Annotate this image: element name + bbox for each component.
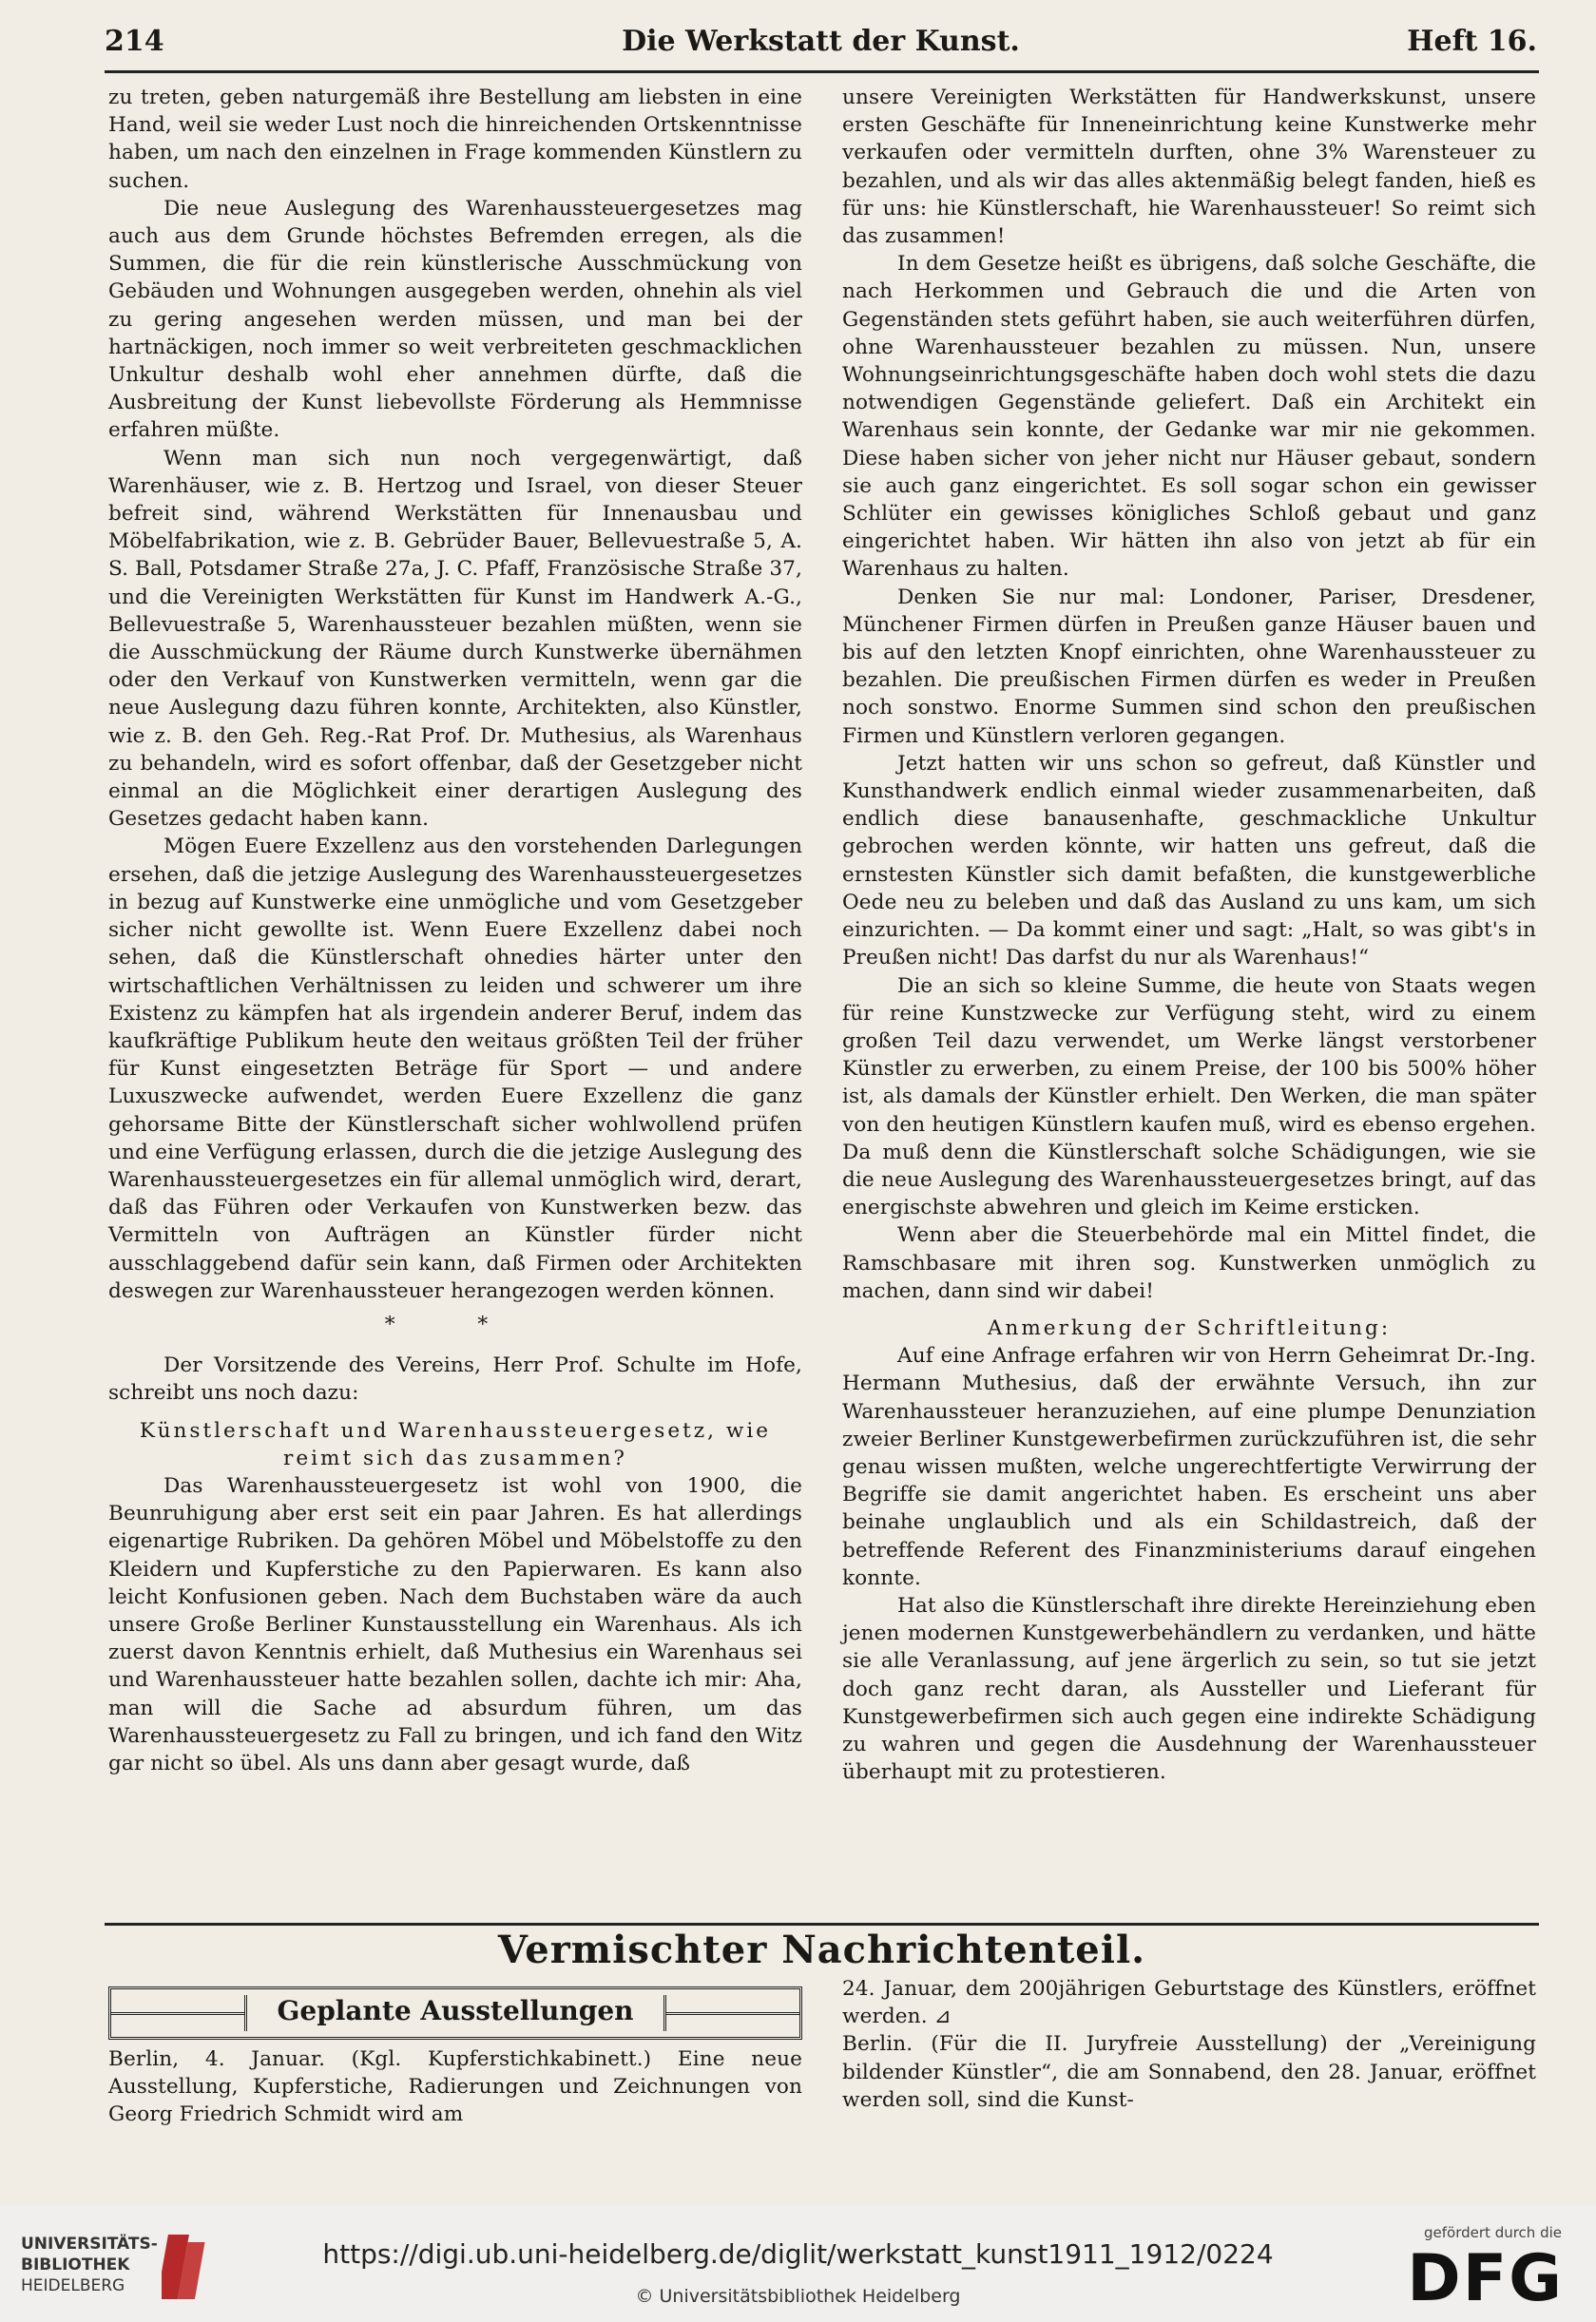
- box-bar-left: [111, 2012, 244, 2015]
- left-paragraph: Die neue Auslegung des Warenhaussteuergesetzes mag auch aus dem Grunde höchstes Befremden erregen, als die Summen, die für die rein künstlerische Ausschmückung von Gebäuden und Wohnungen ausgegeben werden, ohnehin als viel zu gering angesehen werden müssen, und man bei der hartnäckigen, noch immer so weit verbreiteten geschmacklichen Unkultur deshalb wohl eher annehmen dürfte, daß die Ausbreitung der Kunst liebevollste Förderung als Hemmnisse erfahren müßte.: [108, 196, 802, 443]
- funding-label: gefördert durch die: [1424, 2224, 1562, 2241]
- left-paragraph: Der Vorsitzende des Vereins, Herr Prof. Schulte im Hofe, schreibt uns noch dazu:: [108, 1353, 802, 1406]
- section-title: Vermischter Nachrichtenteil.: [497, 1928, 1146, 1972]
- right-paragraph: Wenn aber die Steuerbehörde mal ein Mittel findet, die Ramschbasare mit ihren sog. Kunstwerken unmöglich zu machen, dann sind wir dabei!: [842, 1223, 1536, 1303]
- bottom-right-paragraph: 24. Januar, dem 200jährigen Geburtstage des Künstlers, eröffnet werden. ⊿: [842, 1977, 1536, 2029]
- library-name-line1: UNIVERSITÄTS-: [21, 2235, 158, 2254]
- right-paragraph: Die an sich so kleine Summe, die heute von Staats wegen für reine Kunstzwecke zur Verfügung steht, wird zu einem großen Teil dazu verwendet, um Werke längst verstorbener Künstler zu erwerben, zu einem Preise, der 100 bis 500% höher ist, als damals der Künstler erhielt. Den Werken, die man später von den heutigen Künstlern kaufen muß, wird es ebenso ergehen. Da muß denn die Künstlerschaft solche Schädigungen, wie sie die neue Auslegung des Warenhaussteuergesetzes bringt, auf das energischste abwehren und gleich im Keime ersticken.: [842, 973, 1536, 1220]
- library-name-line3: HEIDELBERG: [21, 2276, 125, 2295]
- right-column: [842, 84, 1536, 1786]
- box-bar-right: [666, 2012, 799, 2015]
- right-paragraph: Hat also die Künstlerschaft ihre direkte Hereinziehung eben jenen modernen Kunstgewerbehändlern zu verdanken, und hätte sie alle Veranlassung, auf jene ärgerlich zu sein, so tut sie jetzt doch ganz recht daran, als Aussteller und Lieferant für Kunstgewerbefirmen sich auch gegen eine indirekte Schädigung zu wahren und gegen die Ausdehnung der Warenhaussteuer überhaupt mit zu protestieren.: [842, 1593, 1536, 1785]
- left-paragraph: Das Warenhaussteuergesetz ist wohl von 1900, die Beunruhigung aber erst seit ein paar Jahren. Es hat allerdings eigenartige Rubriken. Da gehören Möbel und Möbelstoffe zu den Kleidern und Kupferstiche zu den Papierwaren. Es kann also leicht Konfusionen geben. Nach dem Buchstaben wäre da auch unsere Große Berliner Kunstausstellung ein Warenhaus. Als ich zuerst davon Kenntnis erhielt, daß Muthesius ein Warenhaus sei und Warenhaussteuer hatte bezahlen sollen, dachte ich mir: Aha, man will die Sache ad absurdum führen, um das Warenhaussteuergesetz zu Fall zu bringen, und ich fand den Witz gar nicht so übel. Als uns dann aber gesagt wurde, daß: [108, 1473, 802, 1775]
- right-paragraph: Auf eine Anfrage erfahren wir von Herrn Geheimrat Dr.-Ing. Hermann Muthesius, daß der erwähnte Versuch, ihn zur Warenhaussteuer heranzuziehen, auf eine plumpe Denunziation zweier Berliner Kunstgewerbefirmen zurückzuführen ist, die sehr genau wissen mußten, welche ungerechtfertigte Verwirrung der Begriffe sie damit angerichtet haben. Es erscheint uns aber beinahe unglaublich und als ein Schildastreich, daß der betreffende Referent des Finanzministeriums darauf eingehen konnte.: [842, 1344, 1536, 1590]
- running-header: [105, 25, 1537, 67]
- section-rule: [105, 1923, 1539, 1926]
- dfg-logo: DFG: [1407, 2241, 1564, 2316]
- bottom-left-column: [108, 2045, 802, 2129]
- page-number: 214: [105, 25, 164, 58]
- right-paragraph: unsere Vereinigten Werkstätten für Handwerkskunst, unsere ersten Geschäfte für Inneneinrichtung keine Kunstwerke mehr verkaufen oder vermitteln durften, ohne 3% Warensteuer zu bezahlen, und als wir das alles aktenmäßig belegt fanden, hieß es für uns: hie Künstlerschaft, hie Warenhaussteuer! So reimt sich das zusammen!: [842, 86, 1536, 249]
- bottom-right-paragraph: Berlin. (Für die II. Juryfreie Ausstellung) der „Vereinigung bildender Künstler“, die am Sonnabend, den 28. Januar, eröffnet werden soll, sind die Kunst-: [842, 2032, 1536, 2112]
- bottom-left-paragraph: Berlin, 4. Januar. (Kgl. Kupferstichkabinett.) Eine neue Ausstellung, Kupferstiche, Radierungen und Zeichnungen von Georg Friedrich Schmidt wird am: [108, 2047, 802, 2127]
- journal-title: Die Werkstatt der Kunst.: [622, 25, 1020, 58]
- bottom-right-column: [842, 1975, 1536, 2114]
- boxed-heading: [108, 1986, 802, 2040]
- left-paragraph: * *: [384, 1312, 527, 1336]
- left-paragraph: zu treten, geben naturgemäß ihre Bestellung am liebsten in eine Hand, weil sie weder Lust noch die hinreichenden Ortskenntnisse haben, um nach den einzelnen in Frage kommenden Künstlern zu suchen.: [108, 86, 802, 193]
- left-column: [108, 84, 802, 1777]
- copyright-notice: © Universitätsbibliothek Heidelberg: [635, 2286, 961, 2307]
- right-paragraph: In dem Gesetze heißt es übrigens, daß solche Geschäfte, die nach Herkommen und Gebrauch die und die Arten von Gegenständen stets geführt haben, sie auch weiterführen dürfen, ohne Warenhaussteuer bezahlen zu müssen. Nun, unsere Wohnungseinrichtungsgeschäfte haben doch wohl stets die dazu notwendigen Gegenstände geliefert. Daß ein Architekt ein Warenhaus sein konnte, der Gedanke war mir nie gekommen. Diese haben sicher von jeher nicht nur Häuser gebaut, sondern sie auch ganz eingerichtet. Es soll sogar schon ein gewisser Schlüter ein gewisses königliches Schloß gebaut und ganz eingerichtet haben. Wir hätten ihn also von jetzt ab für ein Warenhaus zu halten.: [842, 252, 1536, 582]
- left-paragraph: Wenn man sich nun noch vergegenwärtigt, daß Warenhäuser, wie z. B. Hertzog und Israel, von dieser Steuer befreit sind, während Werkstätten für Innenausbau und Möbelfabrikation, wie z. B. Gebrüder Bauer, Bellevuestraße 5, A. S. Ball, Potsdamer Straße 27a, J. C. Pfaff, Französische Straße 37, und die Vereinigten Werkstätten für Kunst im Handwerk A.-G., Bellevuestraße 5, Warenhaussteuer bezahlen müßten, wenn sie die Ausschmückung der Räume durch Kunstwerke übernähmen oder den Verkauf von Kunstwerken vermitteln, wenn gar die neue Auslegung dazu führen konnte, Architekten, also Künstler, wie z. B. den Geh. Reg.-Rat Prof. Dr. Muthesius, als Warenhaus zu behandeln, wird es sofort offenbar, daß der Gesetzgeber nicht einmal an die Möglichkeit einer derartigen Auslegung des Gesetzes gedacht haben kann.: [108, 446, 802, 832]
- left-paragraph: Künstlerschaft und Warenhaussteuergesetz, wie reimt sich das zusammen?: [139, 1418, 772, 1470]
- right-paragraph: Anmerkung der Schriftleitung:: [987, 1315, 1392, 1340]
- library-name-line2: BIBLIOTHEK: [21, 2255, 130, 2274]
- header-rule: [105, 70, 1539, 73]
- box-heading-text: Geplante Ausstellungen: [244, 1995, 666, 2031]
- left-paragraph: Mögen Euere Exzellenz aus den vorstehenden Darlegungen ersehen, daß die jetzige Auslegung des Warenhaussteuergesetzes in bezug auf Kunstwerke eine unmögliche und vom Gesetzgeber sicher nicht gewollte ist. Wenn Euere Exzellenz dabei noch sehen, daß die Künstlerschaft ohnedies härter unter den wirtschaftlichen Verhältnissen zu leiden und schwerer um ihre Existenz zu kämpfen hat als irgendein anderer Beruf, indem das kaufkräftige Publikum heute den weitaus größten Teil der früher für Kunst eingesetzten Beträge für Sport — und andere Luxuszwecke aufwendet, werden Euere Exzellenz die ganz gehorsame Bitte der Künstlerschaft sicher wohlwollend prüfen und eine Verfügung erlassen, durch die die jetzige Auslegung des Warenhaussteuergesetzes ein für allemal unmöglich wird, derart, daß das Führen oder Verkaufen von Kunstwerken bezw. das Vermitteln von Aufträgen an Künstler fürder nicht ausschlaggebend dafür sein kann, daß Firmen oder Architekten deswegen zur Warenhaussteuer herangezogen werden können.: [108, 835, 802, 1303]
- right-paragraph: Jetzt hatten wir uns schon so gefreut, daß Künstler und Kunsthandwerk endlich einmal wieder zusammenarbeiten, daß endlich diese banausenhafte, geschmackliche Unkultur gebrochen werden könnte, wir hatten uns gefreut, daß die ernstesten Künstler sich damit befaßten, die kunstgewerbliche Oede neu zu beleben und daß das Ausland zu uns kam, um sich einzurichten. — Da kommt einer und sagt: „Halt, so was gibt's in Preußen nicht! Das darfst du nur als Warenhaus!“: [842, 751, 1536, 970]
- issue-number: Heft 16.: [1407, 25, 1537, 58]
- permalink-url[interactable]: https://digi.ub.uni-heidelberg.de/diglit/werkstatt_kunst1911_1912/0224: [322, 2238, 1274, 2270]
- right-paragraph: Denken Sie nur mal: Londoner, Pariser, Dresdener, Münchener Firmen dürfen in Preußen ganze Häuser bauen und bis auf den letzten Knopf einrichten, ohne Warenhaussteuer zu bezahlen. Die preußischen Firmen dürfen es weder in Preußen noch sonstwo. Enorme Summen sind schon den preußischen Firmen und Künstlern verloren gegangen.: [842, 585, 1536, 748]
